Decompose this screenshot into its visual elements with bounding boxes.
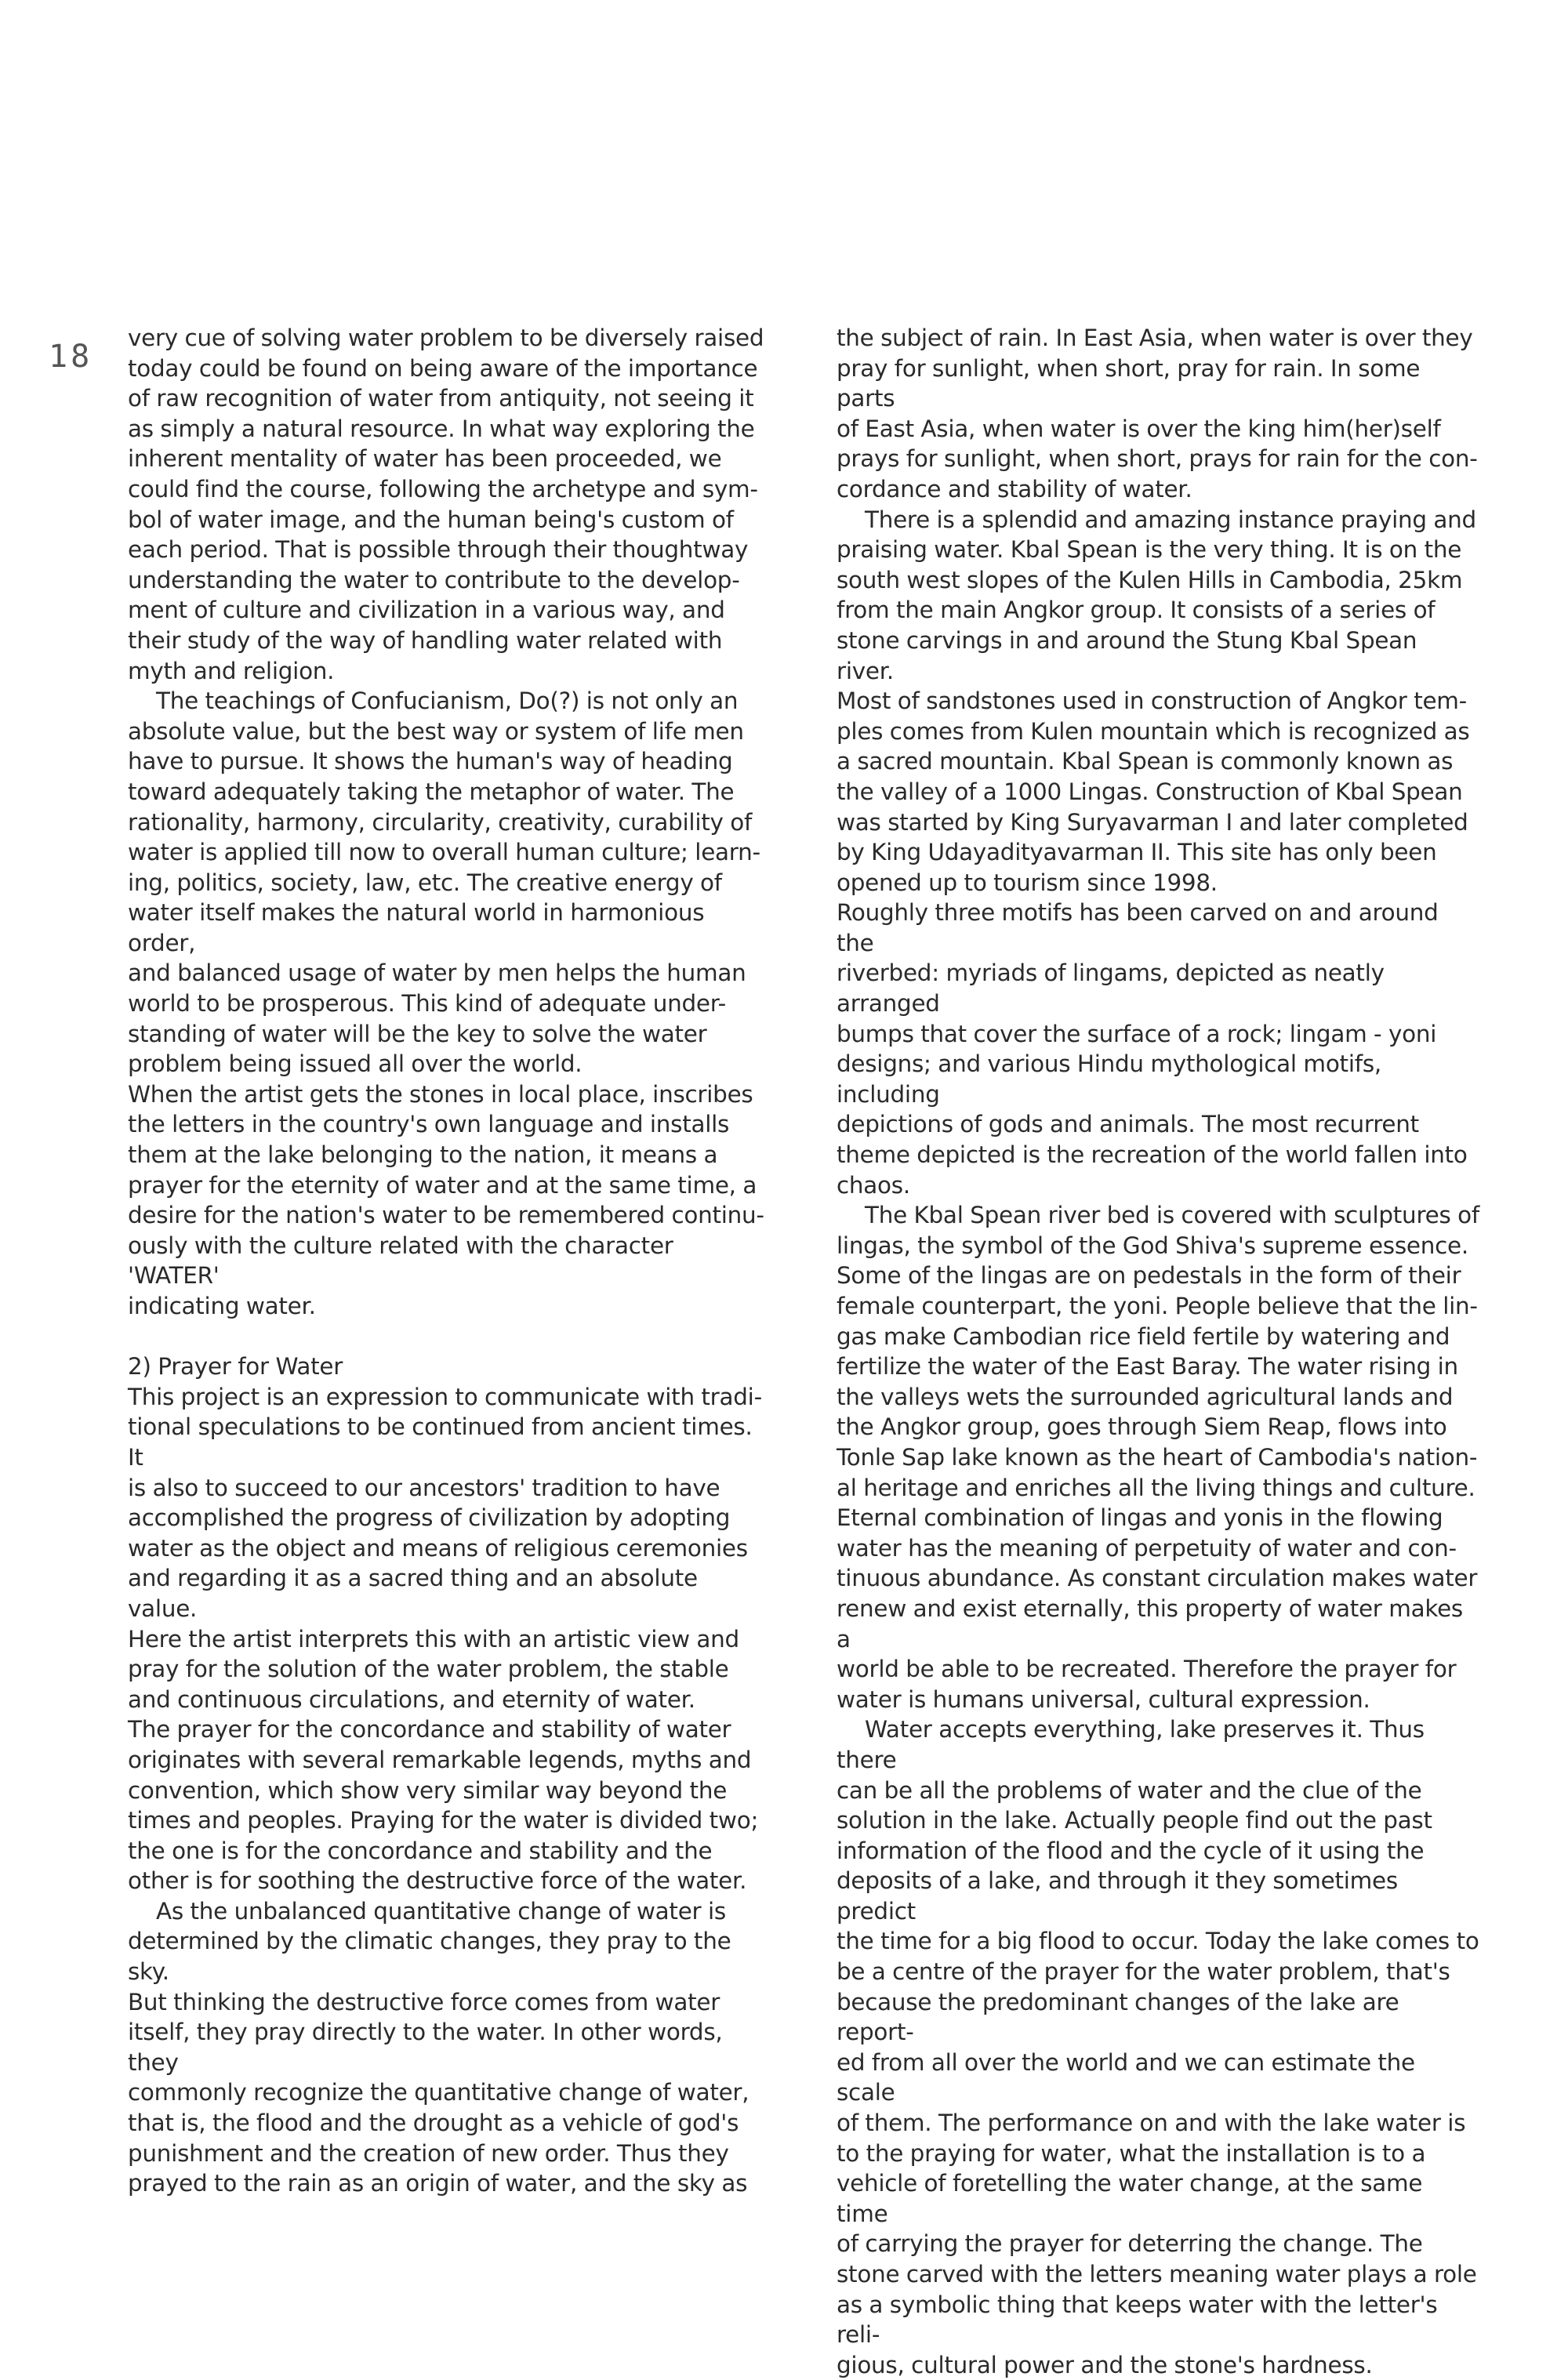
paragraph: The prayer for the concordance and stability of water originates with several remarkable legends, myths and convention, which show very similar way beyond the times and peoples. Praying for the water is divided two; the one is for the concordance and stability and the other is for soothing the destructive force of the water. — [128, 1716, 759, 1895]
paragraph: There is a splendid and amazing instance praying and praising water. Kbal Spean is the very thing. It is on the south west slopes of the Kulen Hills in Cambodia, 25km from the main Angkor group. It consists of a series of stone carvings in and around the Stung Kbal Spean river. Most of sandstones used in construction of Angkor tem- ples comes from Kulen mountain which is recognized as a sacred mountain. Kbal Spean is commonly known as the valley of a 1000 Lingas. Construction of Kbal Spean was started by King Suryavarman I and later completed by King Udayadityavarman II. This site has only been opened up to tourism since 1998. — [837, 506, 1476, 896]
right-text-column — [837, 323, 1479, 2380]
paragraph: Roughly three motifs has been carved on and around the riverbed: myriads of lingams, depicted as neatly arranged bumps that cover the surface of a rock; lingam - yoni designs; and various Hindu mythological motifs, including depictions of gods and animals. The most recurrent theme depicted is the recreation of the world fallen into chaos. — [837, 899, 1468, 1199]
paragraph: When the artist gets the stones in local place, inscribes the letters in the country's own language and installs them at the lake belonging to the nation, it means a prayer for the eternity of water and at the same time, a desire for the nation's water to be remembered continu- ously with the culture related with the character 'WATER' indicating water. — [128, 1080, 764, 1319]
paragraph: very cue of solving water problem to be diversely raised today could be found on being aware of the importance of raw recognition of water from antiquity, not seeing it as simply a natural resource. In what way exploring the inherent mentality of water has been proceeded, we could find the course, following the archetype and sym- bol of water image, and the human being's custom of each period. That is possible through their thoughtway understanding the water to contribute to the develop- ment of culture and civilization in a various way, and their study of the way of handling water related with myth and religion. — [128, 325, 764, 684]
paragraph: 2) Prayer for Water — [128, 1353, 343, 1380]
page-number: 18 — [49, 339, 93, 375]
paragraph: the subject of rain. In East Asia, when water is over they pray for sunlight, when short, pray for rain. In some parts of East Asia, when water is over the king him(her)self prays for sunlight, when short, prays for rain for the con- cordance and stability of water. — [837, 325, 1478, 502]
paragraph: This project is an expression to communicate with tradi- tional speculations to be continued from ancient times. It is also to succeed to our ancestors' tradition to have accomplished the progress of civilization by adopting water as the object and means of religious ceremonies and regarding it as a sacred thing and an absolute value. Here the artist interprets this with an artistic view and pray for the solution of the water problem, the stable and continuous circulations, and eternity of water. — [128, 1383, 762, 1713]
paragraph: The teachings of Confucianism, Do(?) is not only an absolute value, but the best way or system of life men have to pursue. It shows the human's way of heading toward adequately taking the metaphor of water. The rationality, harmony, circularity, creativity, curability of water is applied till now to overall human culture; learn- ing, politics, society, law, etc. The creative energy of water itself makes the natural world in harmonious order, and balanced usage of water by men helps the human world to be prosperous. This kind of adequate under- standing of water will be the key to solve the water problem being issued all over the world. — [128, 688, 760, 1078]
paragraph: As the unbalanced quantitative change of water is determined by the climatic changes, they pray to the sky. But thinking the destructive force comes from water itself, they pray directly to the water. In other words, they commonly recognize the quantitative change of water, that is, the flood and the drought as a vehicle of god's punishment and the creation of new order. Thus they prayed to the rain as an origin of water, and the sky as — [128, 1897, 750, 2197]
paragraph: The Kbal Spean river bed is covered with sculptures of lingas, the symbol of the God Shiva's supreme essence. Some of the lingas are on pedestals in the form of their female counterpart, the yoni. People believe that the lin- gas make Cambodian rice field fertile by watering and fertilize the water of the East Baray. The water rising in the valleys wets the surrounded agricultural lands and the Angkor group, goes through Siem Reap, flows into Tonle Sap lake known as the heart of Cambodia's nation- al heritage and enriches all the living things and culture. Eternal combination of lingas and yonis in the flowing water has the meaning of perpetuity of water and con- tinuous abundance. As constant circulation makes water renew and exist eternally, this property of water makes a world be able to be recreated. Therefore the prayer for water is humans universal, cultural expression. — [837, 1202, 1479, 1713]
paragraph: Water accepts everything, lake preserves it. Thus there can be all the problems of water and the clue of the solution in the lake. Actually people find out the past information of the flood and the cycle of it using the deposits of a lake, and through it they sometimes predict the time for a big flood to occur. Today the lake comes to be a centre of the prayer for the water problem, that's because the predominant changes of the lake are report- ed from all over the world and we can estimate the scale of them. The performance on and with the lake water is to the praying for water, what the installation is to a vehicle of foretelling the water change, at the same time of carrying the prayer for deterring the change. The stone carved with the letters meaning water plays a role as a symbolic thing that keeps water with the letter's reli- gious, cultural power and the stone's hardness. — [837, 1716, 1479, 2378]
left-text-column — [128, 323, 771, 2199]
